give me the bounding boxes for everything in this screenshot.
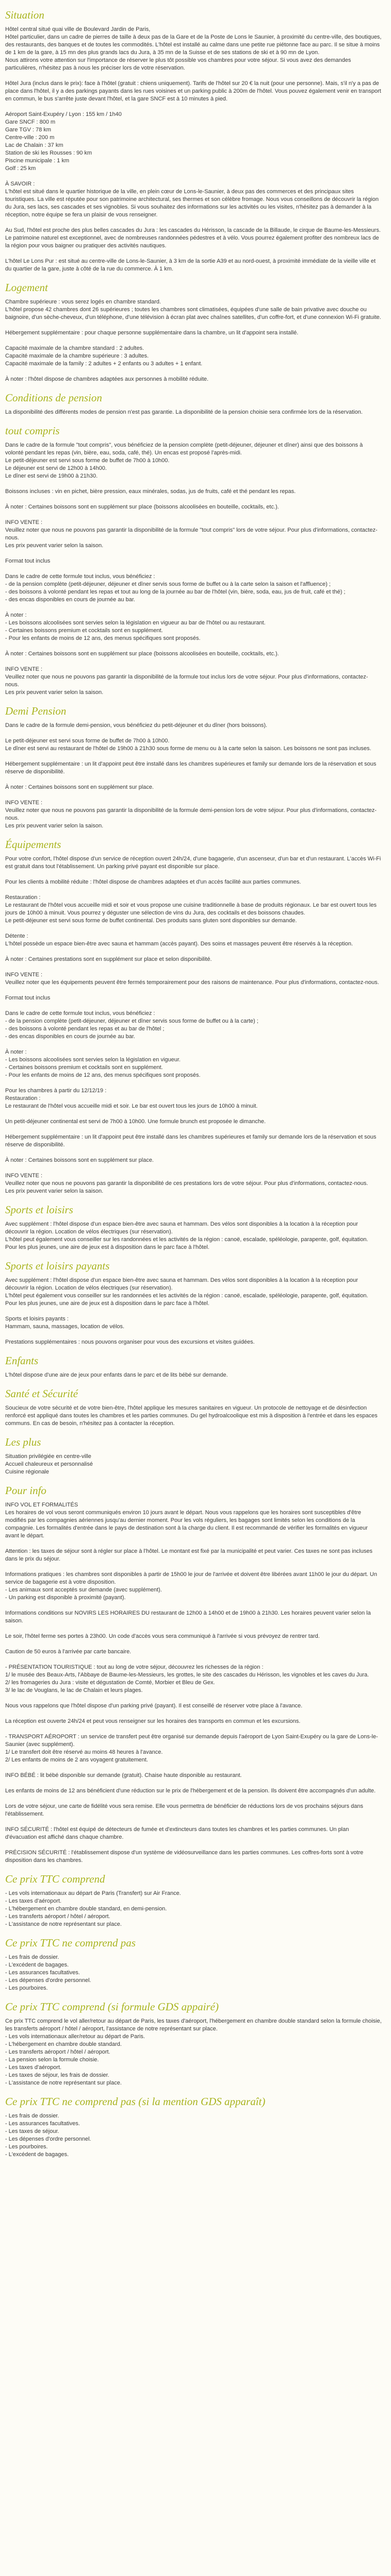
paragraph: L'hôtel Le Lons Pur : est situé au centre-ville de Lons-le-Saunier, à 3 km de la sortie A39 et au nord-ouest, à proximité immédiate de la vieille ville et du quartier de la gare, juste à côté de la rue du commerce. À 1 km.: [5, 258, 376, 272]
paragraph: Au Sud, l'hôtel est proche des plus belles cascades du Jura : les cascades du Hérisson, la cascade de la Billaude, le cirque de Baume-les-Messieurs. Le patrimoine naturel est exceptionnel, avec de nombreuses randonnées pédestres et à vélo. Vous pourrez également profiter des nombreux lacs de la région pour vous baigner ou pratiquer des activités nautiques.: [5, 227, 381, 249]
paragraph: INFO BÉBÉ : lit bébé disponible sur demande (gratuit). Chaise haute disponible au restaurant.: [5, 1772, 242, 1778]
paragraph: À noter : Certaines boissons sont en supplément sur place (boissons alcoolisées en bouteille, cocktails, etc.).: [5, 651, 279, 657]
section-conditions-de-pension: [5, 391, 382, 416]
section-demi-pension: [5, 704, 382, 830]
paragraph: À noter : Certaines prestations sont en supplément sur place et selon disponibilité.: [5, 956, 212, 962]
paragraph: Le soir, l'hôtel ferme ses portes à 23h00. Un code d'accès vous sera communiqué à l'arrivée si vous prévoyez de rentrer tard.: [5, 1633, 320, 1639]
section-enfants: [5, 1354, 382, 1379]
section-heading: Conditions de pension: [5, 392, 102, 404]
paragraph: La disponibilité des différents modes de pension n'est pas garantie. La disponibilité de la pension choisie sera confirmée lors de la réservation.: [5, 409, 363, 415]
paragraph: Avec supplément : l'hôtel dispose d'un espace bien-être avec sauna et hammam. Des vélos sont disponibles à la location à la réception pour découvrir la région. Location de vélos électriques (sur réservation). L'hôtel peut également vous conseiller sur les randonnées et les activités de la région : canoë, escalade, spéléologie, parapente, golf, équitation. Pour les plus jeunes, une aire de jeux est à disposition dans le parc face à l'hôtel.: [5, 1221, 368, 1250]
section-tout-compris: [5, 424, 382, 697]
paragraph: Aéroport Saint-Exupéry / Lyon : 155 km / 1h40 Gare SNCF : 800 m Gare TGV : 78 km Centre-ville : 200 m Lac de Chalain : 37 km Station de ski les Rousses : 90 km Piscine municipale : 1 km Golf : 25 km: [5, 111, 122, 172]
paragraph: Soucieux de votre sécurité et de votre bien-être, l'hôtel applique les mesures sanitaires en vigueur. Un protocole de nettoyage et de désinfection renforcé est appliqué dans toutes les chambres et les parties communes. Du gel hydroalcoolique est mis à disposition à l'entrée et dans les espaces communs. En cas de besoin, n'hésitez pas à contacter la réception.: [5, 1405, 378, 1427]
paragraph: Attention : les taxes de séjour sont à régler sur place à l'hôtel. Le montant est fixé par la municipalité et peut varier. Ces taxes ne sont pas incluses dans le prix du séjour.: [5, 1548, 372, 1562]
section-ce-prix-ttc-ne-comprend-pas-si-la-mention-gds-apparait: [5, 2095, 382, 2159]
section-heading: Demi Pension: [5, 705, 67, 717]
paragraph: Pour les clients à mobilité réduite : l'hôtel dispose de chambres adaptées et d'un accès facilité aux parties communes.: [5, 879, 301, 885]
paragraph: - PRÉSENTATION TOURISTIQUE : tout au long de votre séjour, découvrez les richesses de la région : 1/ le musée des Beaux-Arts, l'Abbaye de Baume-les-Messieurs, les grottes, le site des cascades du Hérisson, les vignobles et les caves du Jura. 2/ les fromageries du Jura : visite et dégustation de Comté, Morbier et Bleu de Gex. 3/ le lac de Vouglans, le lac de Chalain et leurs plages.: [5, 1664, 369, 1693]
section-heading: Sports et loisirs: [5, 1204, 73, 1216]
paragraph: INFO VENTE : Veuillez noter que les équipements peuvent être fermés temporairement pour des raisons de maintenance. Pour plus d'informations, contactez-nous.: [5, 972, 379, 986]
paragraph: Ce prix TTC comprend le vol aller/retour au départ de Paris, les taxes d'aéroport, l'hébergement en chambre double standard selon la formule choisie, les transferts aéroport / hôtel / aéroport, l'assistance de notre représentant sur place. - Les vols internationaux aller/retour au départ de Paris. - L'hébergement en chambre double standard. - Les transferts aéroport / hôtel / aéroport. - La pension selon la formule choisie. - Les taxes d'aéroport. - Les taxes de séjour, les frais de dossier. - L'assistance de notre représentant sur place.: [5, 2018, 382, 2086]
section-heading: Santé et Sécurité: [5, 1387, 78, 1400]
section-les-plus: [5, 1435, 382, 1476]
section-heading: Enfants: [5, 1354, 39, 1367]
section-heading: Sports et loisirs payants: [5, 1260, 110, 1272]
paragraph: Hôtel central situé quai ville de Boulevard Jardin de Paris, Hôtel particulier, dans un cadre de pierres de taille à deux pas de la Gare et de la Poste de Lons le Saunier, à proximité du centre-ville, des boutiques, des restaurants, des banques et de toutes les commodités. L'hôtel est installé au calme dans une petite rue piétonne face au parc. Il se situe à moins de 1 km de la gare, à 15 mn des plus grands lacs du Jura, à 35 mn de la Suisse et de ses stations de ski et à 90 mn de Lyon. Nous attirons votre attention sur l'importance de réserver le plus tôt possible vos chambres pour votre séjour. Si vous avez des demandes particulières, n'hésitez pas à nous les préciser lors de votre réservation.: [5, 26, 382, 71]
section-heading: Logement: [5, 281, 48, 294]
paragraph: Dans le cadre de cette formule tout inclus, vous bénéficiez : - de la pension complète (petit-déjeuner, déjeuner et dîner servis sous forme de buffet ou à la carte) ; - des boissons à volonté pendant les repas et au bar de l'hôtel ; - des encas disponibles en cours de journée au bar.: [5, 1010, 258, 1040]
section-heading: Ce prix TTC ne comprend pas (si la mention GDS apparaît): [5, 2095, 266, 2108]
paragraph: À noter : Certaines boissons sont en supplément sur place (boissons alcoolisées en bouteille, cocktails, etc.).: [5, 504, 279, 510]
section-heading: Équipements: [5, 838, 61, 851]
paragraph: INFO VENTE : Veuillez noter que nous ne pouvons pas garantir la disponibilité de la formule tout inclus lors de votre séjour. Pour plus d'informations, contactez-nous. Les prix peuvent varier selon la saison.: [5, 666, 368, 696]
paragraph: Caution de 50 euros à l'arrivée par carte bancaire.: [5, 1649, 132, 1655]
paragraph: Informations conditions sur NOVIRS LES HORAIRES DU restaurant de 12h00 à 14h00 et de 19h00 à 21h30. Les horaires peuvent varier selon la saison.: [5, 1610, 371, 1624]
paragraph: Le petit-déjeuner est servi sous forme de buffet de 7h00 à 10h00. Le dîner est servi au restaurant de l'hôtel de 19h00 à 21h30 sous forme de menu ou à la carte selon la saison. Les boissons ne sont pas incluses.: [5, 738, 371, 752]
section-sante-et-securite: [5, 1387, 382, 1428]
paragraph: Dans le cadre de la formule demi-pension, vous bénéficiez du petit-déjeuner et du dîner (hors boissons).: [5, 722, 268, 728]
paragraph: À noter : Certaines boissons sont en supplément sur place.: [5, 1157, 154, 1163]
paragraph: L'hôtel dispose d'une aire de jeux pour enfants dans le parc et de lits bébé sur demande.: [5, 1372, 228, 1378]
paragraph: Chambre supérieure : vous serez logés en chambre standard. L'hôtel propose 42 chambres dont 26 supérieures ; toutes les chambres sont climatisées, équipées d'une salle de bain privative avec douche ou baignoire, d'un sèche-cheveux, d'un téléphone, d'une télévision à écran plat avec chaînes satellites, d'un coffre-fort, et d'une connexion Wi-Fi gratuite.: [5, 299, 381, 320]
paragraph: - Les frais de dossier. - Les assurances facultatives. - Les taxes de séjour. - Les dépenses d'ordre personnel. - Les pourboires. - L'excédent de bagages.: [5, 2113, 91, 2158]
paragraph: Format tout inclus: [5, 558, 51, 564]
paragraph: Dans le cadre de la formule "tout compris", vous bénéficiez de la pension complète (petit-déjeuner, déjeuner et dîner) ainsi que des boissons à volonté pendant les repas (vin, bière, eau, soda, café, thé). Un encas est proposé l'après-midi. Le petit-déjeuner est servi sous forme de buffet de 7h00 à 10h00. Le déjeuner est servi de 12h00 à 14h00. Le dîner est servi de 19h00 à 21h30.: [5, 442, 363, 479]
section-heading: Ce prix TTC comprend: [5, 1873, 105, 1885]
paragraph: Avec supplément : l'hôtel dispose d'un espace bien-être avec sauna et hammam. Des vélos sont disponibles à la location à la réception pour découvrir la région. Location de vélos électriques (sur réservation). L'hôtel peut également vous conseiller sur les randonnées et les activités de la région : canoë, escalade, spéléologie, parapente, golf, équitation. Pour les plus jeunes, une aire de jeux est à disposition dans le parc face à l'hôtel.: [5, 1277, 368, 1307]
paragraph: À noter : l'hôtel dispose de chambres adaptées aux personnes à mobilité réduite.: [5, 376, 209, 382]
section-sports-et-loisirs: [5, 1203, 382, 1251]
paragraph: PRÉCISION SÉCURITÉ : l'établissement dispose d'un système de vidéosurveillance dans les parties communes. Les coffres-forts sont à votre disposition dans les chambres.: [5, 1850, 364, 1863]
paragraph: - TRANSPORT AÉROPORT : un service de transfert peut être organisé sur demande depuis l'aéroport de Lyon Saint-Exupéry ou la gare de Lons-le-Saunier (avec supplément). 1/ Le transfert doit être réservé au moins 48 heures à l'avance. 2/ Les enfants de moins de 2 ans voyagent gratuitement.: [5, 1734, 378, 1763]
paragraph: Détente : L'hôtel possède un espace bien-être avec sauna et hammam (accès payant). Des soins et massages peuvent être réservés à la réception.: [5, 933, 353, 947]
section-ce-prix-ttc-comprend-si-formule-gds-appaire: [5, 2000, 382, 2087]
paragraph: Hôtel Jura (inclus dans le prix): face à l'hôtel (gratuit : chiens uniquement). Tarifs de l'hôtel sur 20 € la nuit (pour une personne). Mais, s'il n'y a pas de place dans l'hôtel, il y a des parkings payants dans les rues voisines et un parking public à 200m de l'hôtel. Vous pouvez également venir en transport en commun, le bus s'arrête juste devant l'hôtel, et la gare SNCF est à 10 minutes à pied.: [5, 80, 381, 102]
paragraph: Boissons incluses : vin en pichet, bière pression, eaux minérales, sodas, jus de fruits, café et thé pendant les repas.: [5, 488, 296, 495]
paragraph: Restauration : Le restaurant de l'hôtel vous accueille midi et soir et vous propose une cuisine traditionnelle à base de produits régionaux. Le bar est ouvert tous les jours de 10h00 à minuit. Vous pourrez y déguster une sélection de vins du Jura, des cocktails et des boissons chaudes. Le petit-déjeuner est servi sous forme de buffet continental. Des produits sans gluten sont disponibles sur demande.: [5, 894, 377, 924]
paragraph: Lors de votre séjour, une carte de fidélité vous sera remise. Elle vous permettra de bénéficier de réductions lors de vos prochains séjours dans l'établissement.: [5, 1803, 363, 1817]
section-heading: Pour info: [5, 1484, 46, 1497]
paragraph: Situation privilégiée en centre-ville Accueil chaleureux et personnalisé Cuisine régionale: [5, 1453, 93, 1475]
paragraph: Dans le cadre de cette formule tout inclus, vous bénéficiez : - de la pension complète (petit-déjeuner, déjeuner et dîner servis sous forme de buffet ou à la carte selon la saison et l'affluence) ; - des boissons à volonté pendant les repas et tout au long de la journée au bar de l'hôtel (vin, bière, soda, eau, jus de fruit, café et thé) ; - des encas disponibles en cours de journée au bar.: [5, 573, 346, 603]
paragraph: - Les frais de dossier. - L'excédent de bagages. - Les assurances facultatives. - Les dépenses d'ordre personnel. - Les pourboires.: [5, 1954, 91, 1991]
section-ce-prix-ttc-comprend: [5, 1872, 382, 1928]
section-heading: Les plus: [5, 1436, 41, 1448]
section-pour-info: [5, 1484, 382, 1865]
paragraph: Hébergement supplémentaire : un lit d'appoint peut être installé dans les chambres supérieures et family sur demande lors de la réservation et sous réserve de disponibilité.: [5, 1134, 377, 1148]
paragraph: À noter : - Les boissons alcoolisées sont servies selon la législation en vigueur au bar de l'hôtel ou au restaurant. - Certaines boissons premium et cocktails sont en supplément. - Pour les enfants de moins de 12 ans, des menus spécifiques sont proposés.: [5, 612, 266, 641]
section-equipements: [5, 838, 382, 1195]
paragraph: Nous vous rappelons que l'hôtel dispose d'un parking privé (payant). Il est conseillé de réserver votre place à l'avance.: [5, 1703, 303, 1709]
paragraph: Format tout inclus: [5, 995, 51, 1001]
paragraph: À SAVOIR : L'hôtel est situé dans le quartier historique de la ville, en plein cœur de Lons-le-Saunier, à deux pas des commerces et des principaux sites touristiques. La ville est réputée pour son patrimoine architectural, ses thermes et son célèbre fromage. Nous vous conseillons de découvrir la région du Jura, ses lacs, ses cascades et ses vignobles. Si vous souhaitez des informations sur les activités ou les visites, n'hésitez pas à demander à la réception, notre équipe se fera un plaisir de vous renseigner.: [5, 181, 379, 218]
paragraph: Pour les chambres à partir du 12/12/19 : Restauration : Le restaurant de l'hôtel vous accueille midi et soir. Le bar est ouvert tous les jours de 10h00 à minuit.: [5, 1088, 258, 1109]
paragraph: Un petit-déjeuner continental est servi de 7h00 à 10h00. Une formule brunch est proposée le dimanche.: [5, 1118, 266, 1125]
section-heading: Situation: [5, 9, 44, 21]
paragraph: INFO SÉCURITÉ : l'hôtel est équipé de détecteurs de fumée et d'extincteurs dans toutes les chambres et les parties communes. Un plan d'évacuation est affiché dans chaque chambre.: [5, 1826, 349, 1840]
section-heading: Ce prix TTC comprend (si formule GDS appairé): [5, 2001, 219, 2013]
paragraph: La réception est ouverte 24h/24 et peut vous renseigner sur les horaires des transports en commun et les excursions.: [5, 1718, 301, 1724]
paragraph: INFO VOL ET FORMALITÉS Les horaires de vol vous seront communiqués environ 10 jours avant le départ. Nous vous rappelons que les horaires sont susceptibles d'être modifiés par les compagnies aériennes jusqu'au dernier moment. Pour les vols réguliers, les bagages sont limités selon les conditions de la compagnie. Les formalités d'entrée dans le pays de destination sont à la charge du client. Il est recommandé de vérifier les formalités en vigueur avant le départ.: [5, 1502, 368, 1539]
section-sports-et-loisirs-payants: [5, 1259, 382, 1346]
paragraph: Sports et loisirs payants : Hammam, sauna, massages, location de vélos.: [5, 1316, 125, 1330]
paragraph: À noter : Certaines boissons sont en supplément sur place.: [5, 784, 154, 790]
paragraph: Prestations supplémentaires : nous pouvons organiser pour vous des excursions et visites guidées.: [5, 1339, 255, 1345]
section-heading: tout compris: [5, 425, 60, 437]
paragraph: Capacité maximale de la chambre standard : 2 adultes. Capacité maximale de la chambre supérieure : 3 adultes. Capacité maximale de la family : 2 adultes + 2 enfants ou 3 adultes + 1 enfant.: [5, 345, 203, 367]
section-heading: Ce prix TTC ne comprend pas: [5, 1937, 136, 1949]
section-situation: [5, 8, 382, 273]
section-logement: [5, 281, 382, 383]
paragraph: Hébergement supplémentaire : pour chaque personne supplémentaire dans la chambre, un lit d'appoint sera installé.: [5, 330, 299, 336]
paragraph: Hébergement supplémentaire : un lit d'appoint peut être installé dans les chambres supérieures et family sur demande lors de la réservation et sous réserve de disponibilité.: [5, 761, 377, 775]
section-ce-prix-ttc-ne-comprend-pas: [5, 1936, 382, 1992]
paragraph: INFO VENTE : Veuillez noter que nous ne pouvons pas garantir la disponibilité de ces prestations lors de votre séjour. Pour plus d'informations, contactez-nous. Les prix peuvent varier selon la saison.: [5, 1173, 368, 1194]
paragraph: INFO VENTE : Veuillez noter que nous ne pouvons pas garantir la disponibilité de la formule "tout compris" lors de votre séjour. Pour plus d'informations, contactez-nous. Les prix peuvent varier selon la saison.: [5, 519, 378, 549]
paragraph: Les enfants de moins de 12 ans bénéficient d'une réduction sur le prix de l'hébergement et de la pension. Ils doivent être accompagnés d'un adulte.: [5, 1788, 376, 1794]
paragraph: Pour votre confort, l'hôtel dispose d'un service de réception ouvert 24h/24, d'une bagagerie, d'un ascenseur, d'un bar et d'un restaurant. L'accès Wi-Fi est gratuit dans tout l'établissement. Un parking privé payant est disponible sur place.: [5, 856, 381, 870]
paragraph: INFO VENTE : Veuillez noter que nous ne pouvons pas garantir la disponibilité de la formule demi-pension lors de votre séjour. Pour plus d'informations, contactez-nous. Les prix peuvent varier selon la saison.: [5, 800, 377, 829]
paragraph: Informations pratiques : les chambres sont disponibles à partir de 15h00 le jour de l'arrivée et doivent être libérées avant 11h00 le jour du départ. Un service de bagagerie est à votre disposition. - Les animaux sont acceptés sur demande (avec supplément). - Un parking est disponible à proximité (payant).: [5, 1571, 377, 1601]
paragraph: - Les vols internationaux au départ de Paris (Transfert) sur Air France. - Les taxes d'aéroport. - L'hébergement en chambre double standard, en demi-pension. - Les transferts aéroport / hôtel / aéroport. - L'assistance de notre représentant sur place.: [5, 1890, 181, 1927]
paragraph: À noter : - Les boissons alcoolisées sont servies selon la législation en vigueur. - Certaines boissons premium et cocktails sont en supplément. - Pour les enfants de moins de 12 ans, des menus spécifiques sont proposés.: [5, 1049, 201, 1078]
